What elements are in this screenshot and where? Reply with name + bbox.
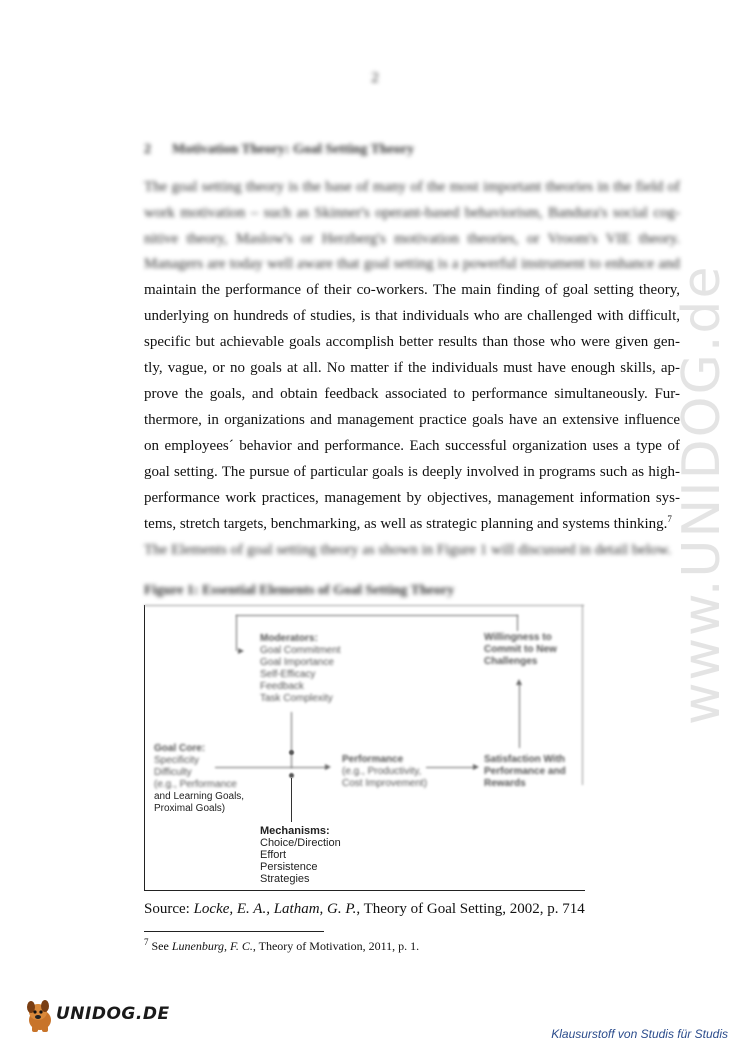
section-number: 2: [144, 142, 151, 157]
body-line: The goal setting theory is the base of many of the most important theories in the field of: [144, 179, 680, 195]
satisfaction-line: Satisfaction With: [484, 754, 566, 765]
footnote-divider: [144, 931, 324, 932]
willingness-line: Willingness to: [484, 632, 552, 643]
arrow-right-icon: [325, 764, 331, 770]
arrow-line-performance-to-satisfaction: [426, 767, 474, 768]
arrow-right-icon: [473, 764, 479, 770]
body-line: The Elements of goal setting theory as shown in Figure 1 will discussed in detail below.: [144, 542, 672, 558]
performance-item: (e.g., Productivity,: [342, 766, 422, 777]
mechanisms-box: [260, 825, 341, 885]
footnote: [144, 939, 419, 954]
section-heading: [144, 142, 414, 158]
arrow-line-up: [519, 684, 520, 748]
body-line: specific but achievable goals accomplish better results than those who were given gen-: [144, 334, 680, 350]
moderator-item: Goal Commitment: [260, 645, 341, 656]
goal-core-item: Specificity: [154, 755, 200, 766]
body-line: thermore, in organizations and management practice goals have an extensive influence: [144, 412, 680, 428]
mechanisms-connector: [291, 778, 292, 822]
arrow-up-icon: [516, 679, 522, 685]
loop-line-top: [236, 615, 518, 616]
willingness-box: [484, 632, 557, 668]
footnote-rest: , Theory of Motivation, 2011, p. 1.: [252, 939, 420, 953]
mechanism-item: Persistence: [260, 861, 318, 873]
willingness-line: Challenges: [484, 656, 538, 667]
loop-line-left: [236, 615, 237, 651]
footer-tagline: Klausurstoff von Studis für Studis: [551, 1027, 728, 1041]
body-line: nitive theory, Maslow's or Herzberg's motivation theories, or Vroom's VIE theory.: [144, 231, 680, 247]
footnote-author: Lunenburg, F. C.: [171, 939, 253, 953]
dog-mascot-icon: [24, 998, 58, 1034]
moderator-item: Task Complexity: [260, 693, 333, 704]
loop-line-right: [517, 615, 518, 631]
mechanism-item: Choice/Direction: [260, 837, 341, 849]
body-line: underlying on hundreds of studies, is that individuals who are challenged with difficult,: [144, 308, 680, 324]
moderator-item: Feedback: [260, 681, 304, 692]
arrow-line-goal-to-performance: [215, 767, 327, 768]
performance-item: Cost Improvement): [342, 778, 428, 789]
source-rest: , Theory of Goal Setting, 2002, p. 714: [356, 901, 585, 917]
watermark-text: www.UNIDOG.de: [672, 264, 732, 725]
body-line-with-footnote: [144, 514, 680, 535]
body-line: Managers are today well aware that goal setting is a powerful instrument to enhance and: [144, 256, 680, 272]
mechanism-item: Strategies: [260, 873, 310, 885]
moderators-heading: Moderators:: [260, 633, 318, 644]
mechanism-item: Effort: [260, 849, 287, 861]
footnote-number: 7: [144, 937, 149, 947]
satisfaction-box: [484, 754, 566, 790]
unidog-logo[interactable]: [24, 998, 170, 1036]
source-prefix: Source:: [144, 901, 194, 917]
body-line: work motivation – such as Skinner's operant-based behaviorism, Bandura's social cog-: [144, 205, 680, 221]
body-line: maintain the performance of their co-workers. The main finding of goal setting theory,: [144, 282, 680, 298]
footnote-marker[interactable]: 7: [667, 514, 672, 524]
satisfaction-line: Rewards: [484, 778, 526, 789]
goal-core-item: Proximal Goals): [154, 803, 226, 814]
goal-core-heading: Goal Core:: [154, 743, 206, 754]
figure-source: [144, 901, 585, 918]
moderator-item: Self-Efficacy: [260, 669, 316, 680]
page-number: 2: [371, 70, 379, 86]
body-line: prove the goals, and obtain feedback associated to performance simultaneously. Fur-: [144, 386, 680, 402]
arrow-to-moderators-icon: [238, 648, 244, 654]
figure-frame-top: [144, 605, 584, 606]
section-title: Motivation Theory: Goal Setting Theory: [172, 142, 415, 157]
figure-caption: Figure 1: Essential Elements of Goal Setting Theory: [144, 583, 455, 598]
goal-core-item: and Learning Goals,: [154, 791, 245, 802]
goal-core-box: [154, 743, 244, 815]
goal-core-item: Difficulty: [154, 767, 192, 778]
footnote-prefix: See: [148, 939, 172, 953]
willingness-line: Commit to New: [484, 644, 557, 655]
performance-box: [342, 754, 427, 790]
performance-heading: Performance: [342, 754, 404, 765]
moderators-box: [260, 633, 341, 705]
body-line: performance work practices, management by objectives, management information sys-: [144, 490, 680, 506]
connector-dot: [289, 750, 294, 755]
moderators-connector: [291, 712, 292, 768]
body-line: on employees´ behavior and performance. Each successful organization uses a type of: [144, 438, 680, 454]
mechanisms-heading: Mechanisms:: [260, 825, 330, 837]
satisfaction-line: Performance and: [484, 766, 566, 777]
body-line: goal setting. The pursue of particular goals is deeply involved in programs such as high-: [144, 464, 680, 480]
source-authors: Locke, E. A., Latham, G. P.: [193, 901, 357, 917]
body-line-text: tems, stretch targets, benchmarking, as well as strategic planning and systems thinking.: [144, 516, 668, 532]
body-line: tly, vague, or no goals at all. No matter if the individuals must have enough skills, ap-: [144, 360, 680, 376]
moderator-item: Goal Importance: [260, 657, 334, 668]
logo-text: UNIDOG.DE: [56, 1004, 170, 1024]
goal-core-item: (e.g., Performance: [154, 779, 237, 790]
figure-frame-right: [582, 605, 583, 785]
